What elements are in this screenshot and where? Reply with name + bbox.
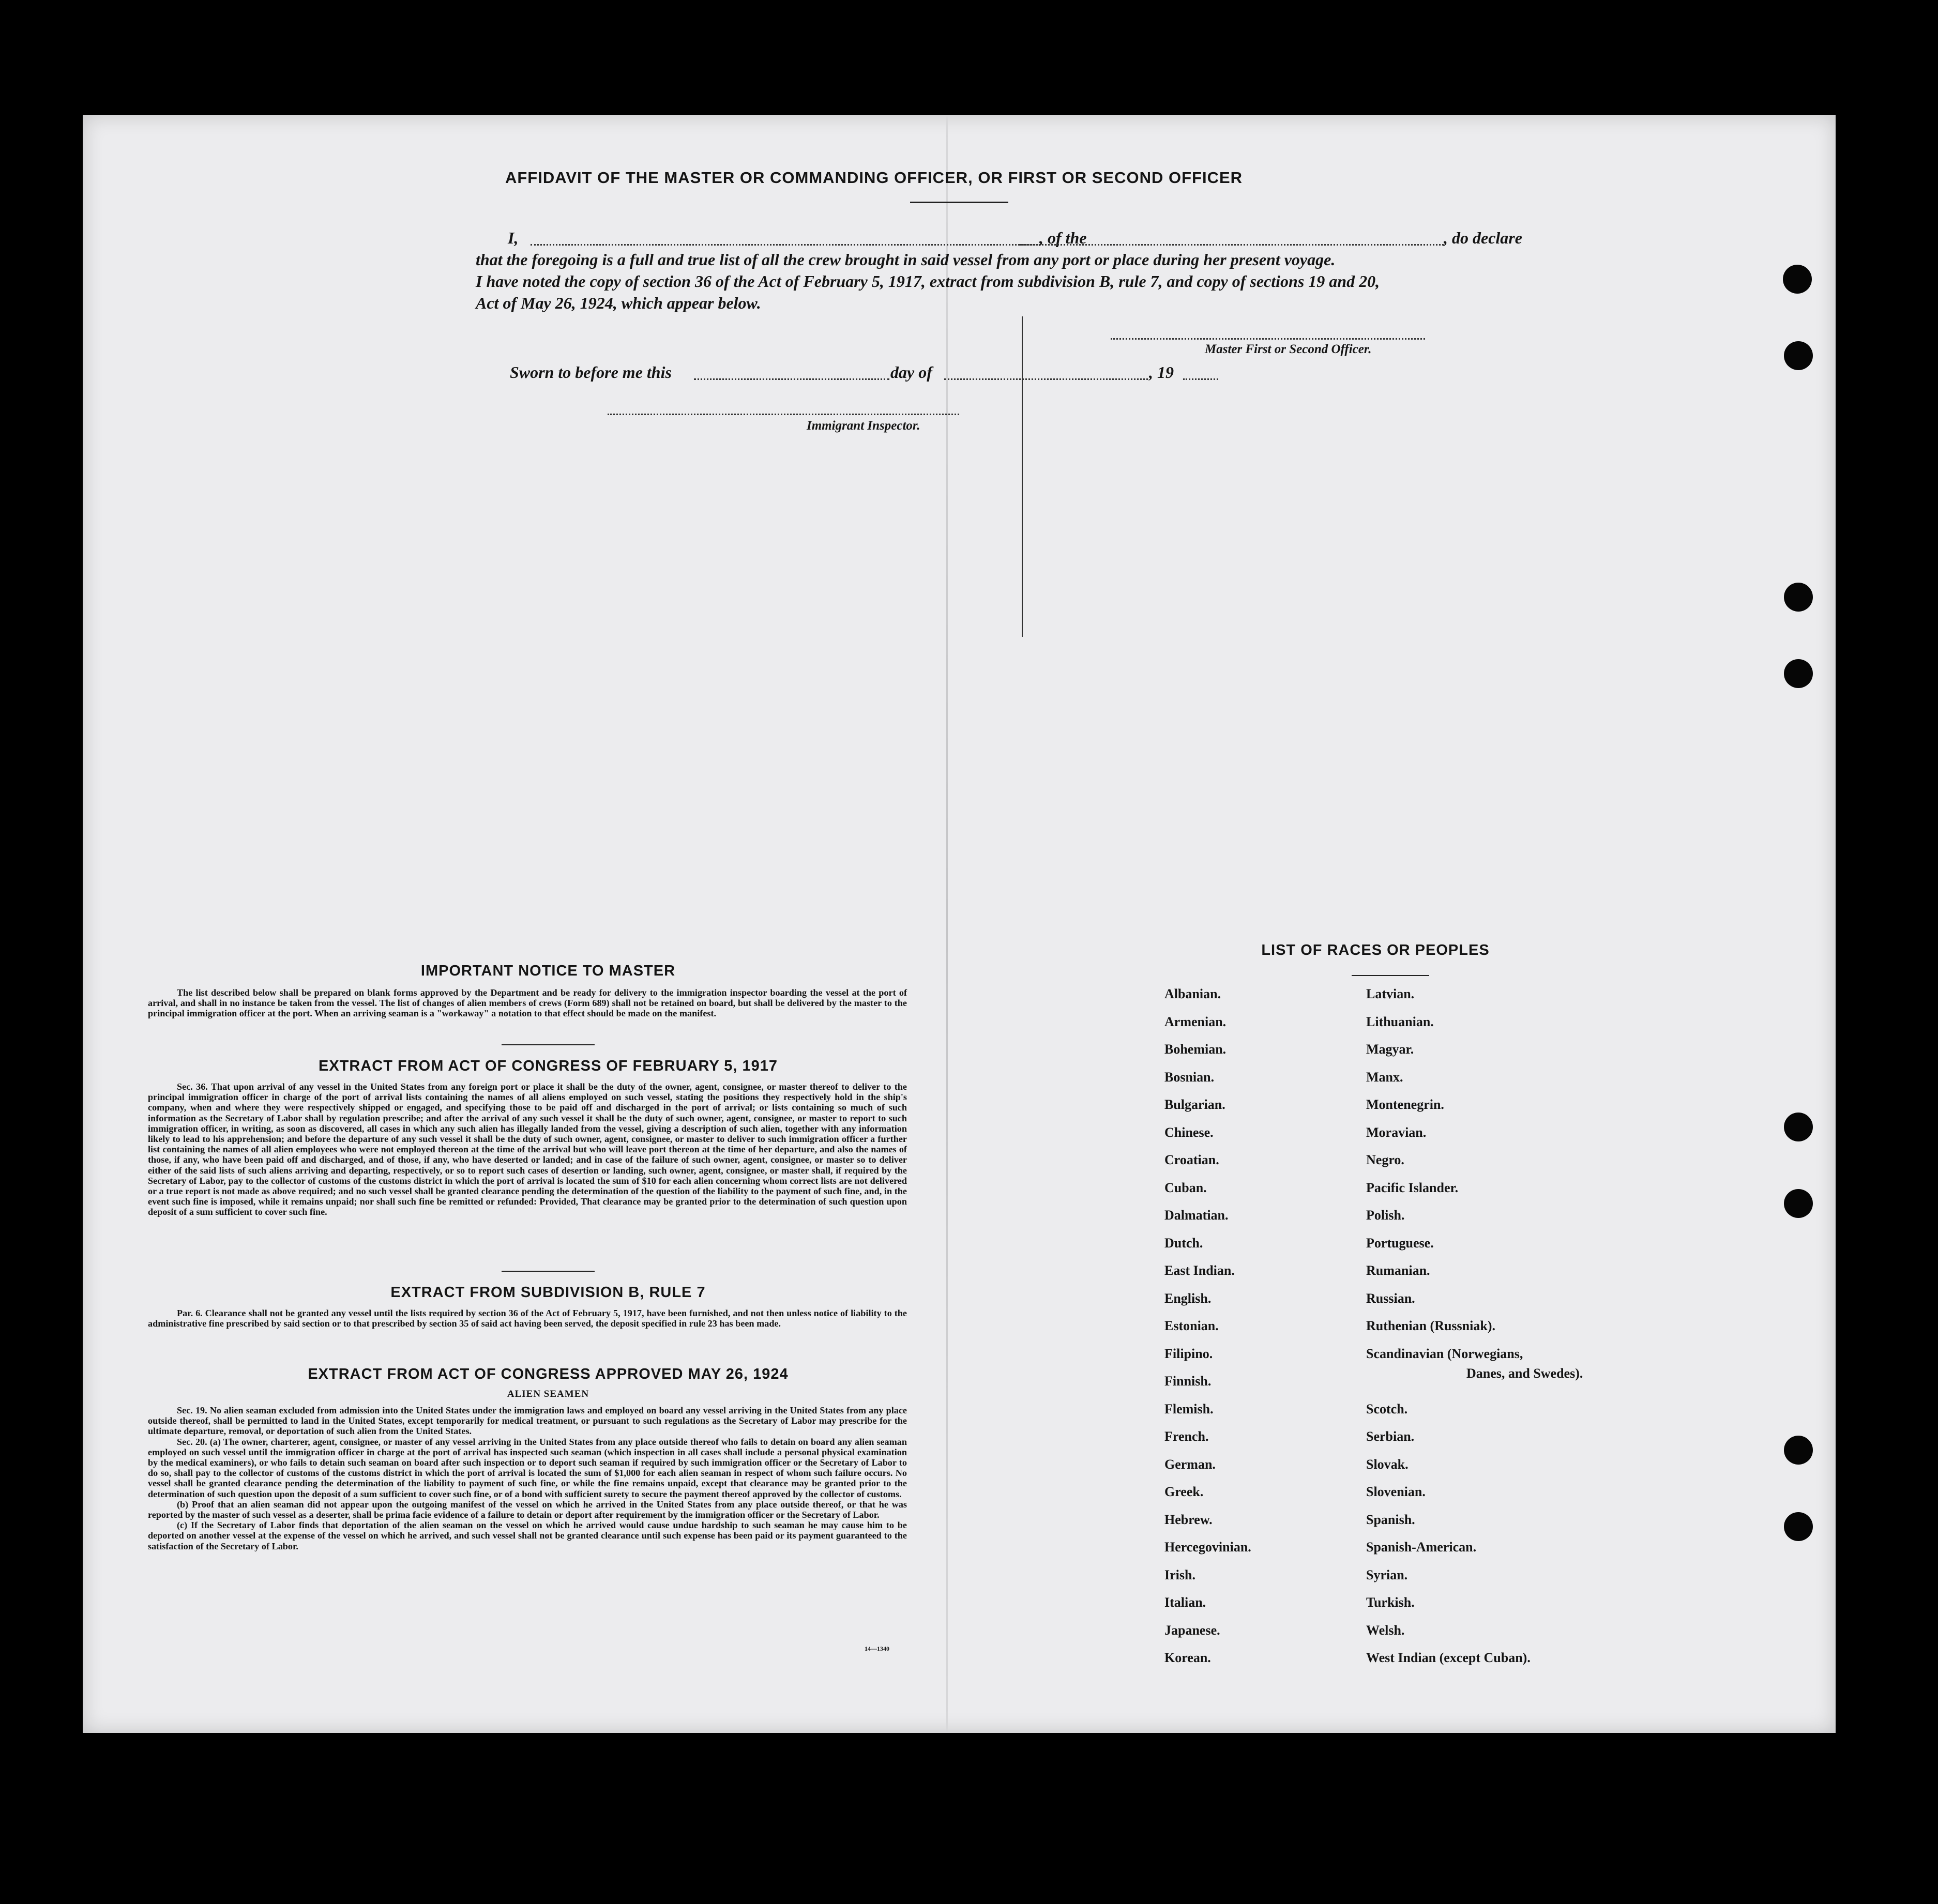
- race-item: Scotch.: [1366, 1401, 1408, 1416]
- race-item: Magyar.: [1366, 1042, 1414, 1057]
- race-item: Spanish-American.: [1366, 1540, 1477, 1555]
- sworn-day-field[interactable]: [694, 378, 889, 380]
- race-item: Bosnian.: [1164, 1069, 1215, 1085]
- affidavit-of-the: , of the: [1039, 229, 1087, 247]
- race-item: Chinese.: [1164, 1124, 1214, 1140]
- name-field[interactable]: [531, 244, 1038, 246]
- race-item: Spanish.: [1366, 1512, 1415, 1527]
- sworn-month-field[interactable]: [944, 378, 1148, 380]
- race-item: Welsh.: [1366, 1622, 1405, 1638]
- act-1924-title: EXTRACT FROM ACT OF CONGRESS APPROVED MAY 26, 1924: [308, 1366, 789, 1382]
- race-item: Bulgarian.: [1164, 1097, 1225, 1112]
- inspector-label: Immigrant Inspector.: [807, 419, 920, 433]
- master-signature-field[interactable]: [1111, 338, 1425, 340]
- act-1917-paragraph: Sec. 36. That upon arrival of any vessel in the United States from any foreign port or place it shall be the duty of the owner, agent, consignee, or master thereof to deliver to the principal immigration officer in charge of the port of arrival lists containing the names of all aliens employed on such vessel, stating the positions they respectively hold in the ship's company, when and where they were respectively shipped or engaged, and specifying those to be paid off and discharged in the port of arrival; or lists containing so much of such information as the Secretary of Labor shall by regulation prescribe; and after the arrival of any such vessel it shall be the duty of such owner, agent, consignee, or master to report to such immigration officer, in writing, as soon as discovered, all cases in which any such alien has illegally landed from the vessel, giving a description of such alien, together with any information likely to lead to his apprehension; and before the departure of any such vessel it shall be the duty of such owner, agent, consignee, or master to deliver to such immigration officer a further list containing the names of all alien employees who were not employed thereon at the time of the arrival but who will leave port thereon at the time of her departure, and also the names of those, if any, who have been paid off and discharged, and of those, if any, who have deserted or landed; and in case of the failure of such owner, agent, consignee, or master so to deliver either of the said lists of such aliens arriving and departing, respectively, or so to report such cases of desertion or landing, such owner, agent, consignee, or master shall, if required by the Secretary of Labor, pay to the collector of customs of the customs district in which the port of arrival is located the sum of $10 for each alien concerning whom correct lists are not delivered or a true report is not made as above required; and no such vessel shall be granted clearance pending the determination of the question of the liability to the payment of such fine, and, in the event such fine is imposed, while it remains unpaid; nor shall such fine be remitted or refunded: Provided, That clearance may be granted prior to the determination of such question upon deposit of a sum sufficient to cover such fine.: [148, 1082, 907, 1217]
- master-label: Master First or Second Officer.: [1205, 342, 1372, 356]
- race-scandinavian-cont: Danes, and Swedes).: [1466, 1366, 1583, 1381]
- punch-hole: [1784, 341, 1813, 370]
- race-item: Lithuanian.: [1366, 1014, 1434, 1029]
- race-item: Italian.: [1164, 1595, 1206, 1610]
- punch-hole: [1784, 1113, 1813, 1141]
- race-item: Estonian.: [1164, 1318, 1219, 1333]
- sec-20b-paragraph: (b) Proof that an alien seaman did not appear upon the outgoing manifest of the vessel on which he arrived in the United States from any place outside thereof, or that he was reported by the master of such vessel as a deserter, shall be prima facie evidence of a failure to detain or deport after requirement by the immigration officer or the Secretary of Labor.: [148, 1499, 907, 1520]
- race-item: Negro.: [1366, 1152, 1404, 1167]
- race-item: Slovenian.: [1366, 1484, 1426, 1499]
- punch-hole: [1784, 1189, 1813, 1218]
- race-item: Finnish.: [1164, 1374, 1212, 1389]
- race-item: Manx.: [1366, 1069, 1403, 1085]
- punch-hole: [1784, 583, 1813, 612]
- race-item: Turkish.: [1366, 1595, 1415, 1610]
- race-item: Portuguese.: [1366, 1235, 1434, 1251]
- race-item: Irish.: [1164, 1567, 1195, 1582]
- section-rule: [502, 1044, 595, 1045]
- race-item: Montenegrin.: [1366, 1097, 1444, 1112]
- race-item: West Indian (except Cuban).: [1366, 1650, 1531, 1665]
- sworn-day-of: day of: [890, 363, 932, 382]
- race-item: Dutch.: [1164, 1235, 1203, 1251]
- sworn-text: Sworn to before me this: [510, 363, 672, 382]
- race-item: Syrian.: [1366, 1567, 1408, 1582]
- rule-7-title: EXTRACT FROM SUBDIVISION B, RULE 7: [390, 1284, 706, 1301]
- punch-hole: [1784, 1512, 1813, 1541]
- form-sheet: [83, 115, 1836, 1733]
- affidavit-line4: Act of May 26, 1924, which appear below.: [476, 294, 761, 312]
- race-item: Dalmatian.: [1164, 1208, 1229, 1223]
- notice-text: [148, 987, 907, 1019]
- vessel-field[interactable]: [1020, 244, 1444, 246]
- race-item: Moravian.: [1366, 1124, 1427, 1140]
- sworn-year-field[interactable]: [1183, 378, 1218, 380]
- rule-7-text: [148, 1308, 907, 1329]
- rule-7-paragraph: Par. 6. Clearance shall not be granted any vessel until the lists required by section 36 of the Act of February 5, 1917, have been furnished, and not then unless notice of liability to the administrative fine prescribed by said section or to that prescribed by section 35 of said act having been served, the deposit specified in rule 23 has been made.: [148, 1308, 907, 1329]
- race-item: Russian.: [1366, 1290, 1415, 1306]
- act-1917-text: [148, 1082, 907, 1217]
- punch-hole: [1784, 1436, 1813, 1465]
- race-item: Cuban.: [1164, 1180, 1207, 1195]
- affidavit-line3: I have noted the copy of section 36 of the Act of February 5, 1917, extract from subdivision B, rule 7, and copy of sections 19 and 20,: [476, 272, 1380, 291]
- section-rule: [502, 1271, 595, 1272]
- sec-19-paragraph: Sec. 19. No alien seaman excluded from admission into the United States under the immigration laws and employed on board any vessel arriving in the United States from any place outside thereof, shall be permitted to land in the United States, except temporarily for medical treatment, or pursuant to such regulations as the Secretary of Labor may prescribe for the ultimate departure, removal, or deportation of such alien from the United States.: [148, 1405, 907, 1437]
- race-item: Albanian.: [1164, 986, 1221, 1001]
- race-item: Armenian.: [1164, 1014, 1227, 1029]
- race-item: Croatian.: [1164, 1152, 1219, 1167]
- races-rule: [1352, 975, 1429, 976]
- race-item: English.: [1164, 1290, 1212, 1306]
- title-rule: [910, 202, 1008, 203]
- race-item: Polish.: [1366, 1208, 1405, 1223]
- act-1924-text: [148, 1405, 907, 1551]
- race-item: Greek.: [1164, 1484, 1204, 1499]
- affidavit-declare: , do declare: [1444, 229, 1522, 247]
- act-1917-title: EXTRACT FROM ACT OF CONGRESS OF FEBRUARY 5, 1917: [318, 1058, 778, 1074]
- race-item: German.: [1164, 1456, 1216, 1472]
- notice-paragraph: The list described below shall be prepared on blank forms approved by the Department and be ready for delivery to the immigration inspector boarding the vessel at the port of arrival, and shall in no instance be taken from the vessel. The list of changes of alien members of crews (Form 689) shall not be retained on board, but shall be delivered by the master to the principal immigration officer at the port. When an arriving seaman is a "workaway" a notation to that effect should be made on the manifest.: [148, 987, 907, 1019]
- race-item: Ruthenian (Russniak).: [1366, 1318, 1495, 1333]
- race-item: Hebrew.: [1164, 1512, 1213, 1527]
- race-item: Korean.: [1164, 1650, 1211, 1665]
- race-item: Serbian.: [1366, 1429, 1415, 1444]
- punch-hole: [1783, 265, 1812, 294]
- affidavit-i: I,: [508, 229, 519, 247]
- race-item: Filipino.: [1164, 1346, 1213, 1361]
- notice-title: IMPORTANT NOTICE TO MASTER: [420, 963, 676, 979]
- sec-20c-paragraph: (c) If the Secretary of Labor finds that deportation of the alien seaman on the vessel on which he arrived would cause undue hardship to such seaman he may cause him to be deported on another vessel at the expense of the vessel on which he arrived, and such vessel shall not be granted clearance until such expense has been paid or its payment guaranteed to the satisfaction of the Secretary of Labor.: [148, 1520, 907, 1551]
- punch-hole: [1784, 659, 1813, 688]
- signature-divider: [1022, 316, 1023, 637]
- affidavit-title: AFFIDAVIT OF THE MASTER OR COMMANDING OFFICER, OR FIRST OR SECOND OFFICER: [505, 169, 1243, 187]
- inspector-signature-field[interactable]: [608, 414, 959, 415]
- center-fold: [946, 115, 948, 1733]
- race-item: Scandinavian (Norwegians,: [1366, 1346, 1523, 1361]
- alien-seamen-heading: ALIEN SEAMEN: [507, 1389, 589, 1399]
- race-item: East Indian.: [1164, 1263, 1235, 1278]
- race-item: Slovak.: [1366, 1456, 1409, 1472]
- race-item: Pacific Islander.: [1366, 1180, 1459, 1195]
- race-item: Hercegovinian.: [1164, 1540, 1251, 1555]
- race-item: Latvian.: [1366, 986, 1415, 1001]
- sec-20a-paragraph: Sec. 20. (a) The owner, charterer, agent, consignee, or master of any vessel arriving in the United States from any place outside thereof who fails to detain on board any alien seaman employed on such vessel until the immigration officer in charge at the port of arrival has inspected such seaman (which inspection in all cases shall include a personal physical examination by the medical examiners), or who fails to detain such seaman on board after such inspection or to deport such seaman if required by such immigration officer or the Secretary of Labor to do so, shall pay to the collector of customs of the customs district in which the port of arrival is located the sum of $1,000 for each alien seaman in respect of whom such failure occurs. No vessel shall be granted clearance pending the determination of the liability to payment of such fine, or while the fine remains unpaid, except that clearance may be granted prior to the determination of such question upon the deposit of a sum sufficient to cover such fine, or of a bond with sufficient surety to secure the payment thereof approved by the collector of customs.: [148, 1436, 907, 1499]
- sworn-year: , 19: [1149, 363, 1174, 382]
- race-item: Flemish.: [1164, 1401, 1214, 1416]
- form-number: 14—1340: [865, 1645, 889, 1652]
- affidavit-line2: that the foregoing is a full and true list of all the crew brought in said vessel from any port or place during her present voyage.: [476, 250, 1336, 269]
- race-item: French.: [1164, 1429, 1209, 1444]
- race-item: Rumanian.: [1366, 1263, 1430, 1278]
- race-item: Japanese.: [1164, 1622, 1220, 1638]
- races-title: LIST OF RACES OR PEOPLES: [1261, 942, 1490, 958]
- race-item: Bohemian.: [1164, 1042, 1227, 1057]
